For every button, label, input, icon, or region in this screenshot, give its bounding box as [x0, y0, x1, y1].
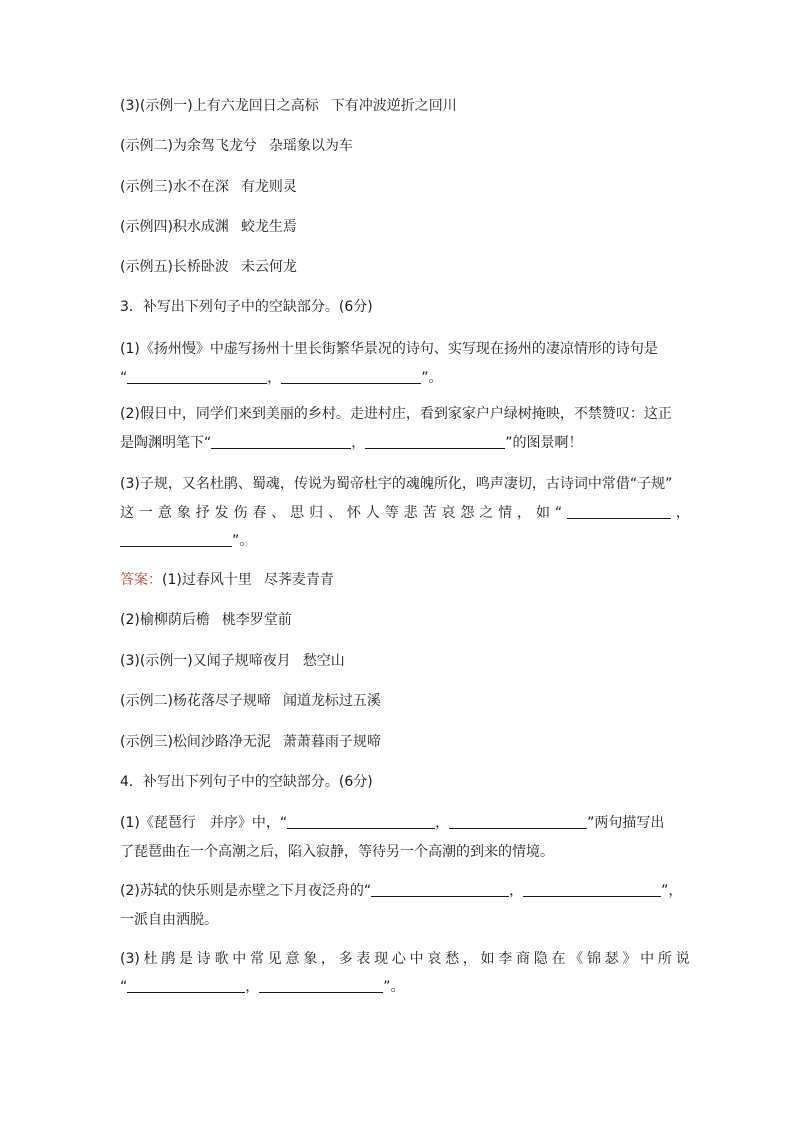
answer-3-line — [120, 733, 690, 751]
answer-text: 桃李罗堂前 — [221, 612, 292, 628]
question-3-part-2: (2)假日中，同学们来到美丽的乡村。走进村庄，看到家家户户绿树掩映，不禁赞叹：这正 — [120, 406, 672, 422]
justified-char: 、 — [271, 505, 286, 521]
example-text: 蛟龙生焉 — [240, 219, 297, 235]
justified-char: 发 — [214, 505, 229, 521]
example-line — [120, 137, 690, 155]
fill-blank[interactable] — [120, 532, 232, 547]
question-3-part-3: (3)子规，又名杜鹃、蜀魂，传说为蜀帝杜宇的魂魄所化，鸣声凄切，古诗词中常借“子规” — [120, 476, 673, 492]
fill-blank[interactable] — [281, 369, 421, 384]
answer-label: 答案： — [120, 572, 162, 588]
question-4-part-1-blanks — [120, 814, 690, 832]
justified-char: 伤 — [233, 505, 248, 521]
example-text: (示例三)水不在深 — [120, 179, 229, 195]
answer-text: (1)过春风十里 — [162, 572, 252, 588]
question-3-part-3-line2 — [120, 504, 690, 522]
justified-char: 一 — [138, 505, 153, 521]
fill-blank[interactable] — [211, 434, 351, 449]
justified-char: 这 — [120, 505, 134, 521]
fill-blank[interactable] — [449, 814, 587, 829]
justified-char: 现 — [374, 951, 389, 967]
justified-char: 中 — [232, 951, 247, 967]
quote-open: “ — [120, 979, 128, 995]
answer-text: 愁空山 — [302, 653, 345, 669]
question-4-part-2-line2: 一派自由洒脱。 — [120, 912, 218, 928]
justified-char: 所 — [657, 951, 672, 967]
justified-char: ， — [320, 951, 335, 967]
justified-char: 在 — [551, 951, 566, 967]
comma: ， — [675, 505, 690, 521]
justified-char: 思 — [290, 505, 305, 521]
question-3-part-1: (1)《扬州慢》中虚写扬州十里长街繁华景况的诗句、实写现在扬州的凄凉情形的诗句是 — [120, 341, 658, 357]
fill-blank[interactable] — [287, 814, 435, 829]
justified-char: 《 — [569, 951, 584, 967]
justified-char: ， — [462, 951, 477, 967]
justified-char: 商 — [516, 951, 530, 967]
answer-text: (3)(示例一)又闻子规啼夜月 — [120, 653, 291, 669]
comma: ， — [351, 435, 366, 451]
question-4-part-3-blanks — [120, 978, 690, 996]
fill-blank[interactable] — [523, 882, 661, 897]
justified-text — [120, 504, 690, 522]
justified-char: 常 — [249, 951, 264, 967]
example-text: 有龙则灵 — [240, 179, 297, 195]
justified-char: 中 — [640, 951, 655, 967]
justified-char: 怀 — [346, 505, 361, 521]
prompt-text: (1)《琵琶行 并序》中，“ — [120, 815, 288, 831]
prompt-text: ”的图景啊！ — [505, 435, 583, 451]
comma: ， — [509, 883, 524, 899]
justified-char: 如 — [480, 951, 495, 967]
quote-open: “ — [120, 370, 128, 386]
fill-blank[interactable] — [371, 882, 509, 897]
fill-blank[interactable] — [127, 369, 267, 384]
justified-char: 诗 — [196, 951, 211, 967]
justified-char: 象 — [176, 505, 191, 521]
example-line — [120, 97, 690, 115]
comma: ， — [435, 815, 450, 831]
answer-3-line — [120, 611, 690, 629]
justified-char: 、 — [327, 505, 342, 521]
justified-char: 苦 — [422, 505, 437, 521]
comma: ， — [245, 979, 260, 995]
example-text: (示例五)长桥卧波 — [120, 259, 229, 275]
justified-char: 悲 — [403, 505, 418, 521]
answer-text: (2)榆柳荫后檐 — [120, 612, 210, 628]
example-line — [120, 218, 690, 236]
answer-text: (示例二)杨花落尽子规啼 — [120, 693, 271, 709]
question-4-part-1-line2: 了琵琶曲在一个高潮之后，陷入寂静，等待另一个高潮的到来的情境。 — [120, 844, 554, 860]
justified-char: “ — [554, 505, 563, 521]
quote-close: ”， — [661, 883, 683, 899]
answer-3-line — [120, 692, 690, 710]
justified-char: 心 — [391, 951, 406, 967]
example-line — [120, 178, 690, 196]
justified-char: 隐 — [533, 951, 548, 967]
answer-3-line — [120, 652, 690, 670]
justified-char: 象 — [303, 951, 318, 967]
prompt-text: ”两句描写出 — [587, 815, 665, 831]
example-text: (示例四)积水成渊 — [120, 219, 229, 235]
justified-char: 怨 — [460, 505, 475, 521]
justified-char: 瑟 — [604, 951, 619, 967]
answer-text: (示例三)松间沙路净无泥 — [120, 734, 271, 750]
fill-blank[interactable] — [567, 504, 671, 519]
question-3-title: 3．补写出下列句子中的空缺部分。(6分) — [120, 299, 373, 315]
quote-close: ”。 — [421, 370, 443, 386]
prompt-text: (2)苏轼的快乐则是赤壁之下月夜泛舟的“ — [120, 883, 372, 899]
question-3-part-3-blanks — [120, 532, 690, 550]
justified-char: 之 — [479, 505, 494, 521]
justified-char: 李 — [498, 951, 513, 967]
justified-char: 意 — [157, 505, 172, 521]
question-3-part-1-blanks — [120, 369, 690, 387]
justified-char: 表 — [356, 951, 371, 967]
question-3-part-2-blanks — [120, 434, 690, 452]
fill-blank[interactable] — [365, 434, 505, 449]
justified-char: 春 — [252, 505, 267, 521]
justified-char: 杜 — [143, 951, 158, 967]
justified-char: 鹃 — [161, 951, 176, 967]
answer-3-line — [120, 571, 690, 589]
example-text: (示例二)为余驾飞龙兮 — [120, 138, 257, 154]
justified-char: 愁 — [445, 951, 460, 967]
question-4-part-3 — [120, 950, 690, 968]
justified-char: 哀 — [427, 951, 442, 967]
answer-text: 尽荠麦青青 — [263, 572, 334, 588]
example-text: 下有冲波逆折之回川 — [330, 98, 457, 114]
justified-char: 意 — [285, 951, 300, 967]
comma: ， — [267, 370, 282, 386]
quote-close: ”。 — [383, 979, 405, 995]
justified-char: 抒 — [195, 505, 210, 521]
justified-text — [120, 950, 690, 968]
justified-char: 人 — [365, 505, 380, 521]
justified-char: 等 — [384, 505, 399, 521]
justified-char: ， — [517, 505, 532, 521]
quote-close: ”。 — [232, 533, 254, 549]
fill-blank[interactable] — [259, 978, 383, 993]
justified-char: 歌 — [214, 951, 229, 967]
question-4-part-2-blanks — [120, 882, 690, 900]
justified-char: 如 — [535, 505, 550, 521]
example-text: (3)(示例一)上有六龙回日之高标 — [120, 98, 319, 114]
justified-char: 哀 — [441, 505, 456, 521]
example-text: 杂瑶象以为车 — [268, 138, 353, 154]
answer-text: 萧萧暮雨子规啼 — [282, 734, 381, 750]
justified-char: 说 — [675, 951, 690, 967]
justified-char: 中 — [409, 951, 424, 967]
example-line — [120, 258, 690, 276]
question-4-title: 4．补写出下列句子中的空缺部分。(6分) — [120, 774, 373, 790]
justified-char: 见 — [267, 951, 282, 967]
justified-char: 多 — [338, 951, 353, 967]
justified-char: 》 — [622, 951, 637, 967]
prompt-text: 是陶渊明笔下“ — [120, 435, 212, 451]
justified-char: 是 — [179, 951, 194, 967]
fill-blank[interactable] — [127, 978, 245, 993]
justified-char: 情 — [498, 505, 513, 521]
example-text: 未云何龙 — [240, 259, 297, 275]
justified-char: 锦 — [586, 951, 601, 967]
justified-char: 归 — [309, 505, 324, 521]
answer-text: 闻道龙标过五溪 — [282, 693, 381, 709]
justified-char: (3) — [120, 951, 140, 967]
